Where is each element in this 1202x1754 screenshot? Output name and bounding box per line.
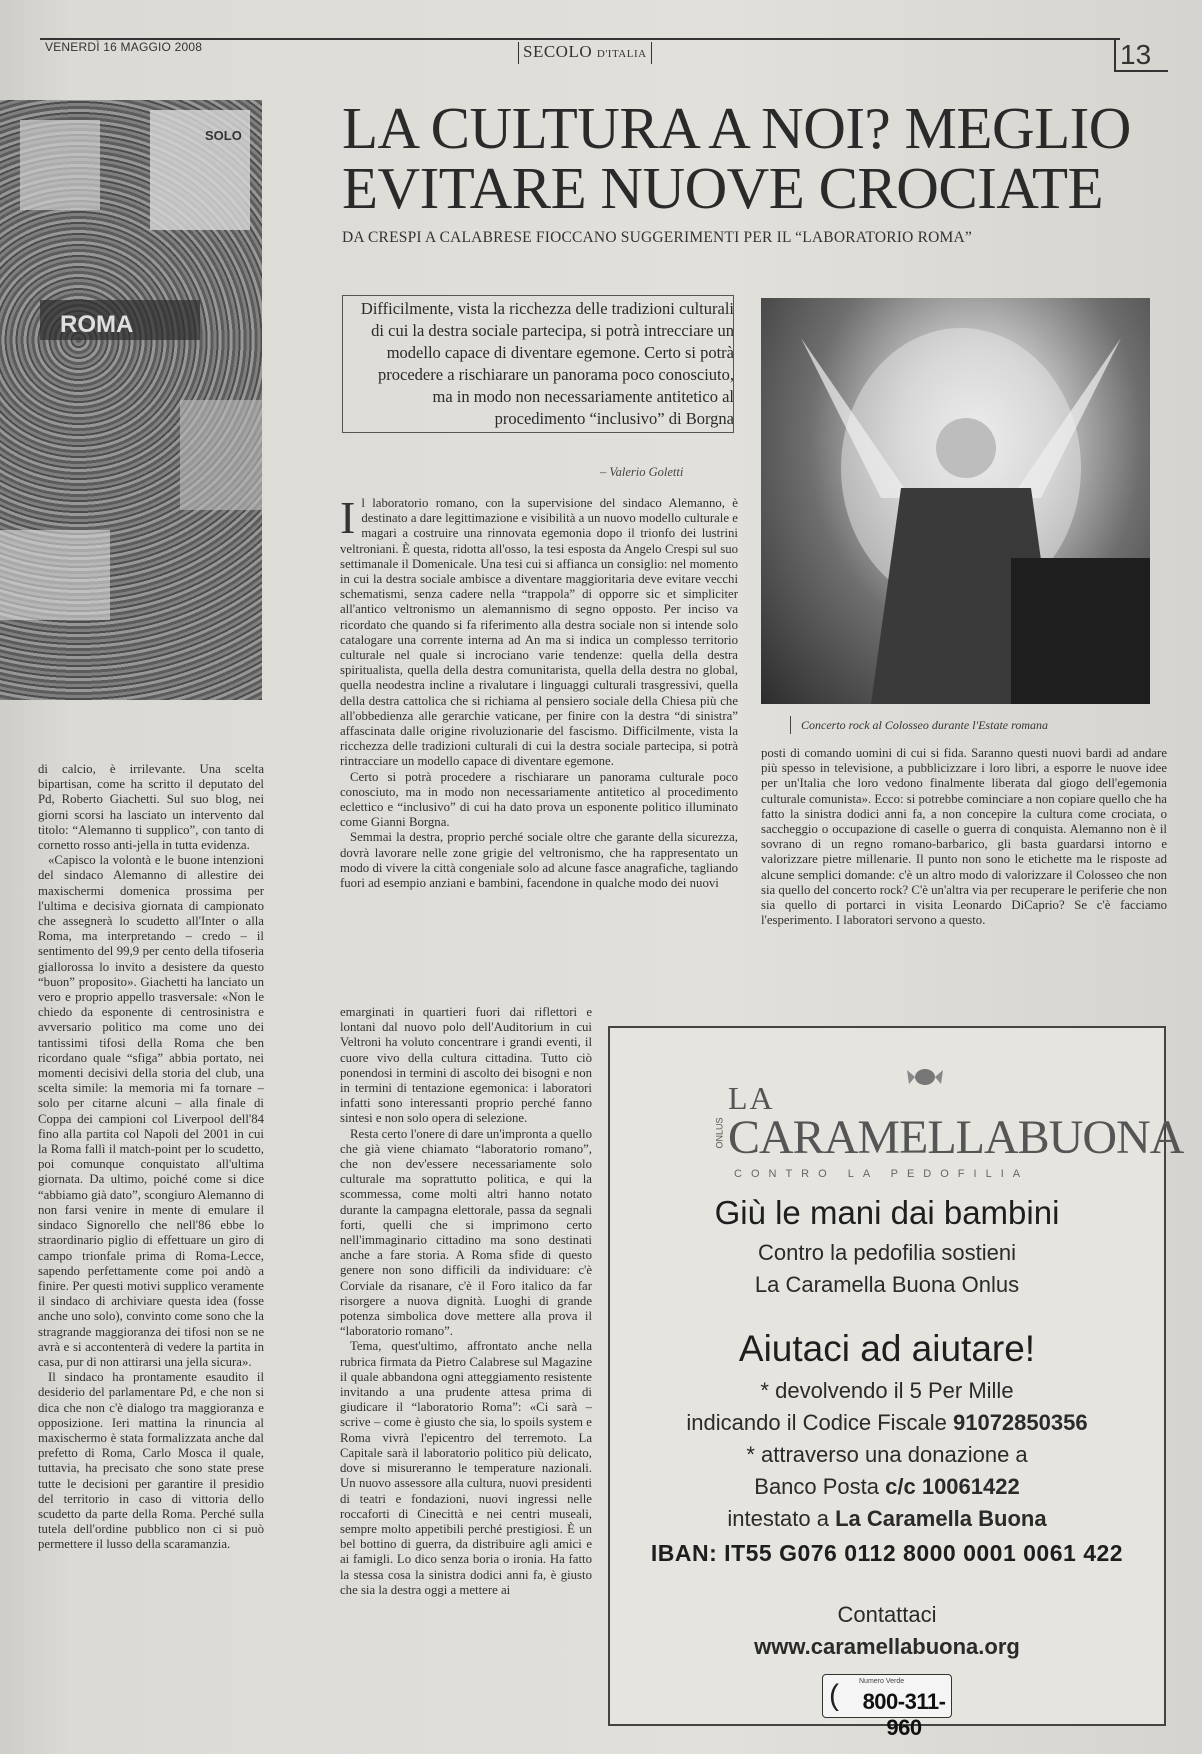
title-line-1: LA CULTURA A NOI? MEGLIO — [342, 95, 1131, 161]
ad-line-1: Contro la pedofilia sostieni — [757, 1240, 1017, 1265]
concert-photo-graphic — [761, 298, 1150, 704]
caramella-buona-logo — [710, 1060, 1184, 1180]
left-paragraph-2: «Capisco la volontà e le buone intenzioni del sindaco Alemanno di allestire dei maxischermi domenica prossima per l'ultima e decisiva giornata di campionato che assegnerà lo scudetto all'Inter o alla Roma, ma interpretando – credo – il sentimento del 99,9 per cento della tifoseria giallorossa lo invito a desistere da questo “buon” proposito». Giachetti ha lanciato un vero e proprio appello trasversale: «Non le chiedo da esponente di centrosinistra e avversario politico ma come uno dei tantissimi tifosi della Roma che ben ricordano quale “sfiga” abbia portato, nei momenti decisivi della storia del club, una scelta simile: la memoria mi fa tornare – solo per citarne alcuni – alla finale di Coppa dei campioni col Liverpool dell'84 fino alla partita col Napoli del 2001 in cui la Roma fallì il match-point per lo scudetto, poi comunque conquistato all'ultima giornata. Da ultimo, poiché come si dice “abbiamo già dato”, scongiuro Alemanno di non farsi venire in mente di emulare il sindaco Signorello che nell'86 ebbe lo straordinario piglio di effettuare un giro di campo trionfale prima di Roma-Lecce, sapendo perfettamente come poi andò a finire. Per questi motivi supplico veramente il sindaco di archiviare questa idea (fosse anche uno solo), convinto come sono che la stragrande maggioranza dei tifosi non se ne avrà e si accontenterà di vedere la partita in casa, pur di non attirarsi una jella sicura». — [38, 853, 264, 1369]
author-name: Valerio Goletti — [609, 465, 684, 479]
iban: IBAN: IT55 G076 0112 8000 0001 0061 422 — [650, 1540, 1124, 1566]
conto-corrente: c/c 10061422 — [885, 1474, 1020, 1499]
intestatario: La Caramella Buona — [835, 1506, 1047, 1531]
newspaper-name — [518, 42, 652, 64]
pull-quote-rule — [733, 296, 734, 432]
photo-caption: Concerto rock al Colosseo durante l'Estate romana — [790, 716, 1048, 734]
crowd-photo — [0, 100, 262, 700]
issue-date: VENERDÌ 16 MAGGIO 2008 — [45, 40, 203, 54]
ad-line-7-prefix: intestato a — [727, 1506, 836, 1531]
left-paragraph-1: di calcio, è irrilevante. Una scelta bipartisan, come ha scritto il deputato del Pd, Roberto Giachetti. Sul suo blog, nei giorni scorsi ha lasciato un intervento dal titolo: “Alemanno ti supplico”, con tanto di cornetto rosso anti-jella in tutta evidenza. — [38, 762, 264, 853]
candy-icon — [906, 1060, 944, 1094]
body-paragraph-3: Semmai la destra, proprio perché sociale oltre che garante della sicurezza, dovrà lavorare nelle zone grigie del veltronismo, che ha rappresentato un modo di vivere la città congeniale solo ad alcune fasce anagrafiche, tagliando fuori ad esempio anziani e bambini, facendone in qualche modo dei nuovi — [340, 830, 738, 891]
pull-quote — [342, 295, 734, 433]
concert-photo — [761, 298, 1150, 704]
ad-line-4 — [610, 1410, 1164, 1436]
logo-brand: CARAMELLABUONA — [728, 1111, 1184, 1164]
toll-free-number — [822, 1674, 952, 1740]
ad-line-3: * devolvendo il 5 Per Mille — [760, 1378, 1014, 1403]
contact-label: Contattaci — [837, 1602, 937, 1627]
body-paragraph-1-text: l laboratorio romano, con la supervisione del sindaco Alemanno, è destinato a dare legittimazione e visibilità a un nuovo modello culturale e magari a costruire una rinnovata egemonia dopo il trionfo dei lustrini veltroniani. È questa, ridotta all'osso, la tesi esposta da Angelo Crespi sul suo settimanale il Domenicale. Una tesi cui si affianca un consiglio: nel momento in cui la destra sociale ambisce a diventare maggioritaria deve evitare vecchi schematismi, senza cadere nella “trappola” di opporre sic et simpliciter all'antico veltronismo un alemannismo di segno opposto. Per inciso va ricordato che quando si fa riferimento alla destra sociale non si intende solo catalogare una corrente interna ad An ma si indica un complesso territorio culturale nel quale si incrociano varie tendenze: quella della destra spiritualista, quella della destra comunitarista, quella della destra no global, quella neodestra incline a rivalutare i linguaggi culturali trasgressivi, quella della destra cattolica che si richiama al pensiero sociale della Chiesa più che all'obbedienza alle gerarchie vaticane, per finire con la destra “di sinistra” affascinata dalle origine rivoluzionarie del fascismo. Difficilmente, vista la ricchezza delle tradizioni culturali di cui la destra sociale partecipa, si potrà rintracciare un modello capace di diventare egemone. — [340, 496, 738, 769]
crowd-banner-text: ROMA — [60, 311, 134, 338]
logo-onlus: ONLUS — [714, 1117, 725, 1149]
body-paragraph-2: Certo si potrà procedere a rischiarare un panorama culturale poco conosciuto, ma in modo non necessariamente antitetico al procedimento eclettico e “inclusivo” di cui ha dato prova un esponente politico illuminato come Gianni Borgna. — [340, 769, 738, 830]
newspaper-name-main: SECOLO — [523, 42, 593, 61]
codice-fiscale: 91072850356 — [952, 1410, 1088, 1435]
title-line-2: EVITARE NUOVE CROCIATE — [342, 155, 1104, 221]
ad-line-5: * attraverso una donazione a — [746, 1442, 1028, 1467]
body-paragraph-6: Tema, quest'ultimo, affrontato anche nella rubrica firmata da Pietro Calabrese sul Magazine il quale abbandona ogni atteggiamento resistente invitando a una prudente attesa prima di giudicare il “laboratorio Roma”: «Ci sarà – scrive – come è giusto che sia, lo spoils system e Roma vivrà l'epicentro del terremoto. La Capitale sarà il laboratorio politico più delicato, dove si misureranno le temperature nazionali. Un nuovo assessore alla cultura, nuovi presidenti di teatri e fondazioni, nuovi ingressi nelle roccaforti di Cinecittà e nei centri museali, sempre molto appetibili perché prestigiosi. È un bel bottino di guerra, da distribuire agli amici e ai famigli. Lo dico senza boria o ironia. Ha fatto la stessa cosa la sinistra dodici anni fa, è giusto che sia la destra oggi a mettere ai — [340, 1339, 592, 1597]
page-header — [40, 38, 1168, 70]
crowd-sign-text: SOLO — [205, 128, 242, 143]
ad-line-4-prefix: indicando il Codice Fiscale — [686, 1410, 953, 1435]
crowd-photo-graphic — [0, 100, 262, 700]
article-body-column-1 — [340, 492, 738, 891]
byline: – Valerio Goletti — [600, 465, 684, 479]
article-body-column-2 — [340, 1005, 592, 1598]
ad-line-6-prefix: Banco Posta — [754, 1474, 886, 1499]
ad-headline: Giù le mani dai bambini — [714, 1194, 1060, 1231]
body-paragraph-7: posti di comando uomini di cui si fida. Saranno questi nuovi bardi ad andare più spesso in televisione, a pubblicizzare i loro libri, a esporre le nuove idee per un'Italia che loro vedono finalmente liberata dal giogo dell'egemonia culturale comunista». Ecco: si potrebbe cominciare a non copiare quello che ha fatto la sinistra dodici anni fa, a non concepire la cultura come crociata, o saccheggio o occupazione di caselle o guerra di conquista. Alemanno non è il sovrano di un regno romano-barbarico, gli basta guardarsi intorno e valorizzare pietre millenarie. Il punto non sono le etichette ma le risposte ad alcune semplici domande: c'è un altro modo di valorizzare il Colosseo che non sia quello del concerto rock? C'è un'altra via per recuperare le periferie che non sia quello di portarci in visita Leonardo DiCaprio? Se c'è facciamo l'esperimento. I laboratori servono a questo. — [761, 746, 1167, 928]
article-subtitle: DA CRESPI A CALABRESE FIOCCANO SUGGERIMENTI PER IL “LABORATORIO ROMA” — [342, 229, 972, 246]
ad-headline-2: Aiutaci ad aiutare! — [738, 1328, 1036, 1369]
article-body-column-3 — [761, 746, 1167, 928]
drop-cap: I — [340, 492, 356, 543]
pull-quote-text: Difficilmente, vista la ricchezza delle tradizioni culturali di cui la destra sociale partecipa, si potrà intrecciare un modello capace di diventare egemone. Certo si potrà procedere a rischiarare un panorama poco conosciuto, ma in modo non necessariamente antitetico al procedimento “inclusivo” di Borgna — [360, 299, 734, 428]
newspaper-name-small: D'ITALIA — [596, 48, 647, 60]
logo-la: LA — [728, 1080, 775, 1116]
left-paragraph-3: Il sindaco ha prontamente esaudito il desiderio del parlamentare Pd, e che non si dica che non c'è dialogo tra maggioranza e opposizione. Ieri mattina la rinuncia al maxischermo è stata formalizzata anche dal prefetto di Roma, Carlo Mosca il quale, tuttavia, ha precisato che sono state prese tutte le decisioni per garantire il presidio del territorio in caso di vittoria dello scudetto da parte della Roma. Perché sulla tutela dell'ordine pubblico non ci si può permettere il lusso della scaramanzia. — [38, 1370, 264, 1552]
charity-advertisement — [608, 1026, 1184, 1740]
ad-line-6 — [610, 1474, 1164, 1500]
article-title — [342, 95, 1172, 221]
website-link[interactable]: www.caramellabuona.org — [754, 1634, 1020, 1659]
phone-number: 800-311-960 — [862, 1689, 946, 1740]
ad-line-7 — [610, 1506, 1164, 1532]
body-paragraph-5: Resta certo l'onere di dare un'impronta a quello che già viene chiamato “laboratorio romano”, che non dev'essere necessariamente solo culturale ma soprattutto politica, e qui la scommessa, come molti altri hanno notato durante la campagna elettorale, passa da segnali forti, quelli che si imprimono certo nell'immaginario cittadino ma sono destinati anche a fare storia. A Roma sfide di questo genere non sono difficili da individuare: c'è Corviale da risanare, c'è il Foro italico da far risorgere a nuova dignità. Luoghi di grande potenza simbolica dove mettere alla prova il “laboratorio romano”. — [340, 1126, 592, 1339]
phone-label: Numero Verde — [859, 1678, 905, 1685]
ad-line-2: La Caramella Buona Onlus — [754, 1272, 1020, 1297]
body-paragraph-1 — [340, 492, 738, 770]
left-column-text — [38, 762, 264, 1553]
phone-handset-icon: ( — [829, 1679, 839, 1712]
page-number: 13 — [1114, 40, 1168, 72]
body-paragraph-4: emarginati in quartieri fuori dai riflettori e lontani dal nuovo polo dell'Auditorium in cui Veltroni ha voluto concentrare i grandi eventi, il cuore vivo della cultura cittadina. Tutto ciò ponendosi in termini di ascolto dei bisogni e non in termini di tentazione egemonica: i laboratori infatti sono interessanti proprio perché fanno sintesi e non solo opera di selezione. — [340, 1005, 592, 1126]
logo-tagline: CONTRO LA PEDOFILIA — [734, 1168, 1030, 1180]
